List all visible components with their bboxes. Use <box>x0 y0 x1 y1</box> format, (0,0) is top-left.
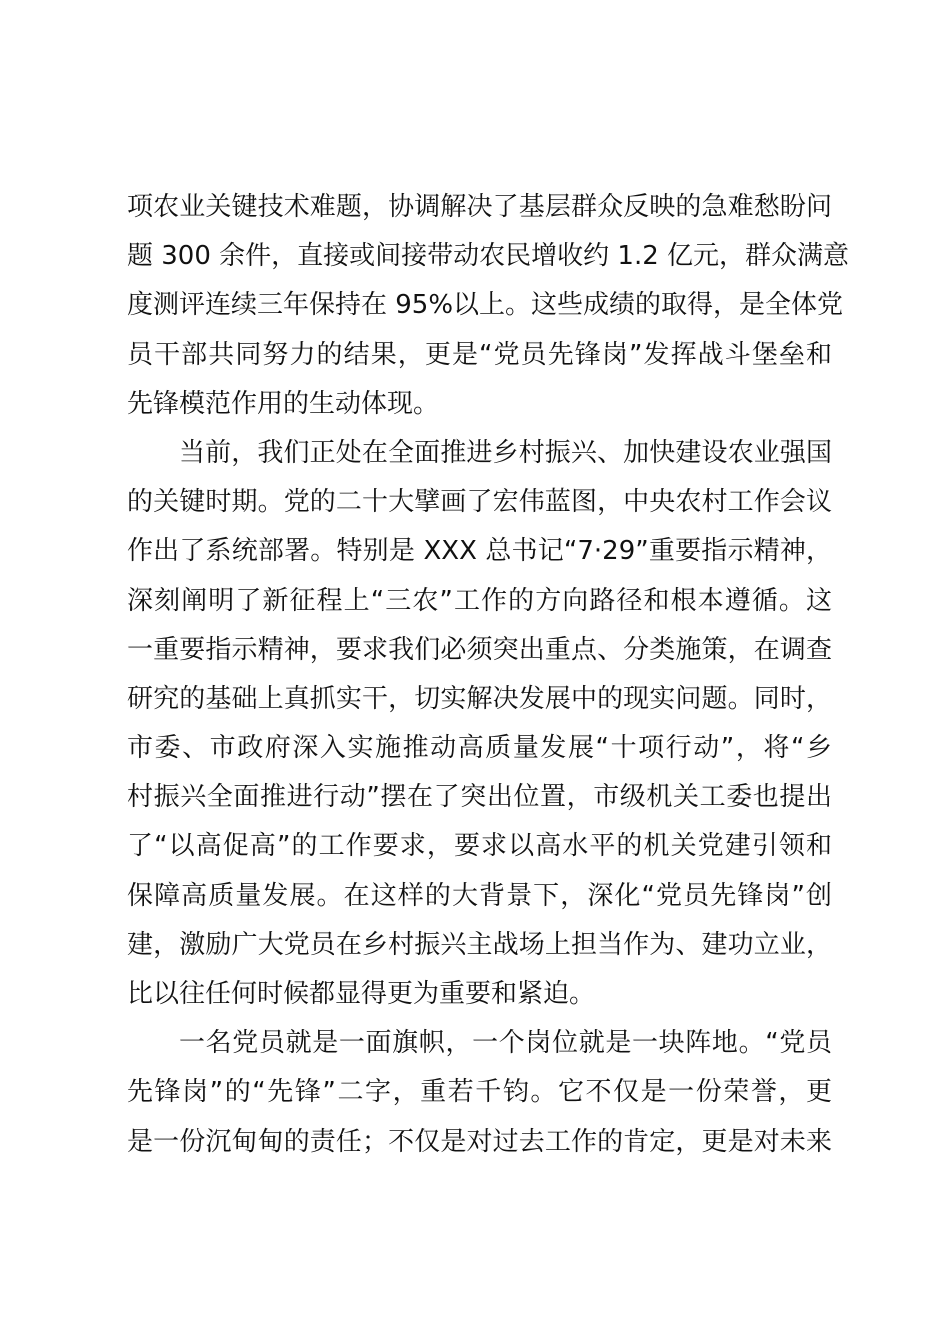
text-line: 先锋岗”的“先锋”二字，重若千钧。它不仅是一份荣誉，更 <box>127 1077 832 1108</box>
text-line: 一名党员就是一面旗帜，一个岗位就是一块阵地。“党员 <box>179 1028 832 1059</box>
text-line: 了“以高促高”的工作要求，要求以高水平的机关党建引领和 <box>127 831 832 862</box>
paragraph-2 <box>127 429 832 1019</box>
text-line: 研究的基础上真抓实干，切实解决发展中的现实问题。同时， <box>127 683 832 714</box>
text-line: 保障高质量发展。在这样的大背景下，深化“党员先锋岗”创 <box>127 880 832 911</box>
text-line: 深刻阐明了新征程上“三农”工作的方向路径和根本遵循。这 <box>127 585 832 616</box>
text-line: 村振兴全面推进行动”摆在了突出位置，市级机关工委也提出 <box>127 782 832 813</box>
text-line: 当前，我们正处在全面推进乡村振兴、加快建设农业强国 <box>179 437 832 468</box>
text-line: 比以往任何时候都显得更为重要和紧迫。 <box>127 979 596 1009</box>
text-line: 项农业关键技术难题，协调解决了基层群众反映的急难愁盼问 <box>127 192 832 222</box>
paragraph-3 <box>127 1019 832 1167</box>
text-line: 作出了系统部署。特别是 XXX 总书记“7·29”重要指示精神， <box>127 536 832 567</box>
text-line: 先锋模范作用的生动体现。 <box>127 388 440 419</box>
text-line: 一重要指示精神，要求我们必须突出重点、分类施策，在调查 <box>127 634 832 665</box>
text-line: 题 300 余件，直接或间接带动农民增收约 1.2 亿元，群众满意 <box>127 241 850 272</box>
text-line: 的关键时期。党的二十大擘画了宏伟蓝图，中央农村工作会议 <box>127 487 832 518</box>
text-line: 员干部共同努力的结果，更是“党员先锋岗”发挥战斗堡垒和 <box>127 339 832 370</box>
text-line: 是一份沉甸甸的责任；不仅是对过去工作的肯定，更是对未来 <box>127 1126 832 1157</box>
text-line: 度测评连续三年保持在 95%以上。这些成绩的取得，是全体党 <box>127 290 844 321</box>
paragraph-1 <box>127 183 850 429</box>
text-line: 建，激励广大党员在乡村振兴主战场上担当作为、建功立业， <box>127 929 832 960</box>
body-text <box>127 183 850 1167</box>
text-line: 市委、市政府深入实施推动高质量发展“十项行动”，将“乡 <box>127 733 832 764</box>
